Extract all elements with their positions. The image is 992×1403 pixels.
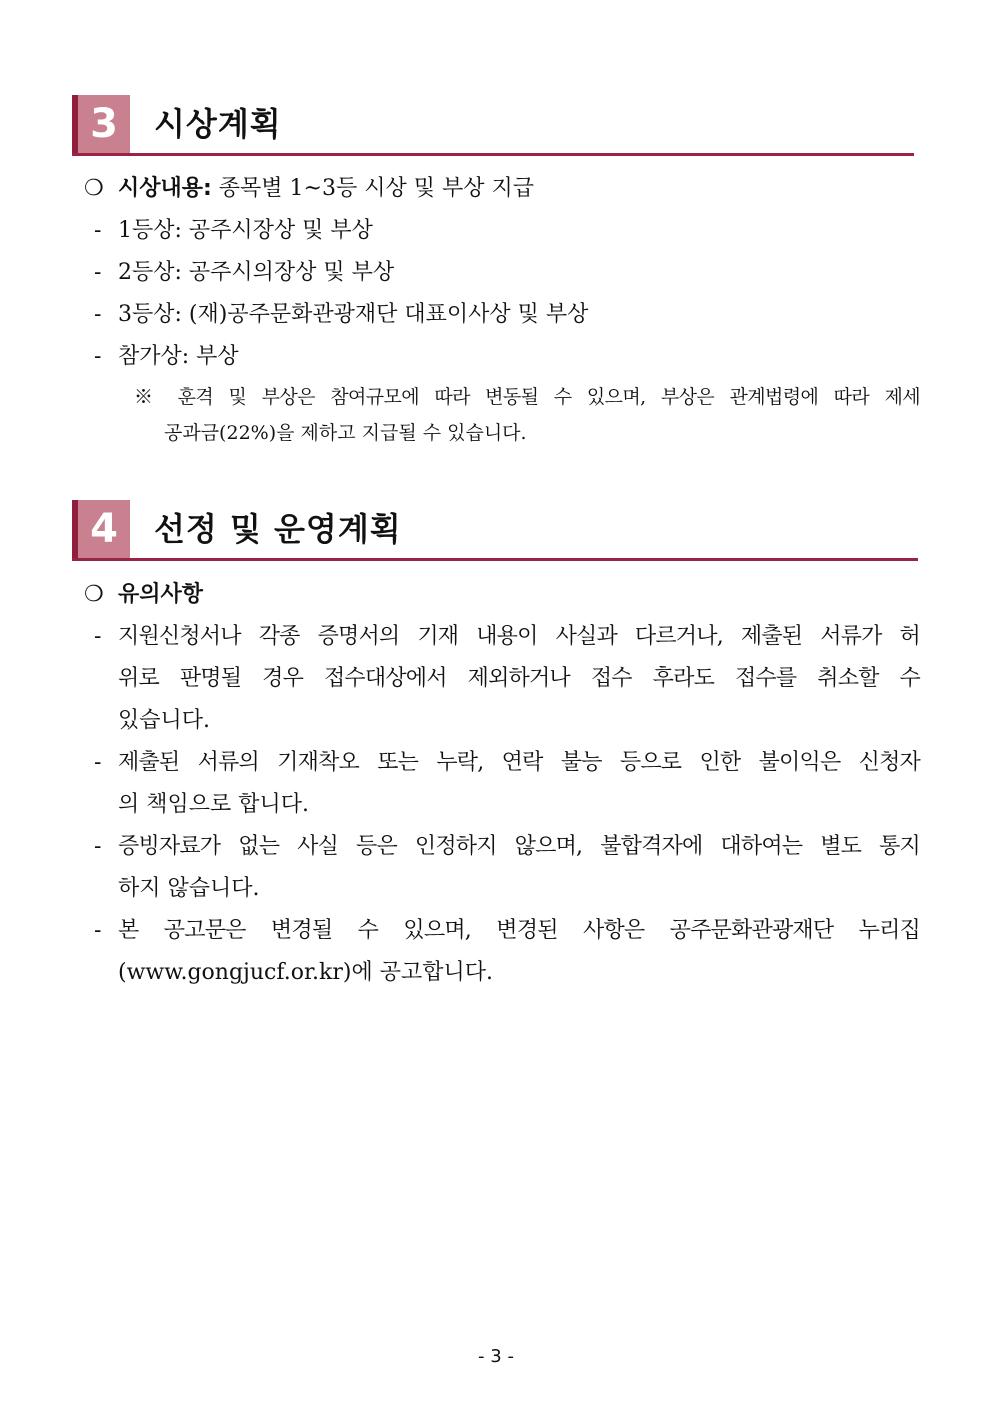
dash-marker: - <box>94 218 102 243</box>
page-number: - 3 - <box>478 1346 514 1367</box>
award-item: 1등상: 공주시장상 및 부상 <box>118 218 373 243</box>
dash-marker: - <box>94 302 102 327</box>
award-note-line-2: 공과금(22%)을 제하고 지급될 수 있습니다. <box>164 422 527 444</box>
section-3-lead <box>84 174 534 204</box>
award-note-line-1: ※ 훈격 및 부상은 참여규모에 따라 변동될 수 있으며, 부상은 관계법령에 따라 제세 <box>134 386 920 408</box>
notice-item-line: 제출된 서류의 기재착오 또는 누락, 연락 불능 등으로 인한 불이익은 신청자 <box>118 750 920 775</box>
notice-item-line: 증빙자료가 없는 사실 등은 인정하지 않으며, 불합격자에 대하여는 별도 통지 <box>118 834 920 859</box>
section-3-header <box>72 95 914 156</box>
section-4-number: 4 <box>72 500 130 558</box>
notice-item-line: 지원신청서나 각종 증명서의 기재 내용이 사실과 다르거나, 제출된 서류가 허 <box>118 624 920 649</box>
dash-marker: - <box>94 260 102 285</box>
award-item: 3등상: (재)공주문화관광재단 대표이사상 및 부상 <box>118 302 589 327</box>
section-4-lead <box>84 580 203 610</box>
section-3-title: 시상계획 <box>154 105 282 143</box>
notice-item-line: 하지 않습니다. <box>118 876 260 901</box>
notice-item-line: (www.gongjucf.or.kr)에 공고합니다. <box>118 960 493 985</box>
notice-item-line: 본 공고문은 변경될 수 있으며, 변경된 사항은 공주문화관광재단 누리집 <box>118 918 920 943</box>
notice-item-line: 의 책임으로 합니다. <box>118 792 309 817</box>
dash-marker: - <box>94 750 102 775</box>
circle-bullet-icon: ❍ <box>84 176 104 201</box>
section-3-lead-text: 종목별 1~3등 시상 및 부상 지급 <box>211 176 534 201</box>
section-4-title: 선정 및 운영계획 <box>154 510 402 548</box>
award-item: 참가상: 부상 <box>118 344 239 369</box>
dash-marker: - <box>94 344 102 369</box>
circle-bullet-icon: ❍ <box>84 582 104 607</box>
notice-item-line: 있습니다. <box>118 708 211 733</box>
section-4-header <box>72 500 918 561</box>
dash-marker: - <box>94 624 102 649</box>
section-3-lead-label: 시상내용: <box>118 176 212 201</box>
notice-item-line: 위로 판명될 경우 접수대상에서 제외하거나 접수 후라도 접수를 취소할 수 <box>118 666 920 691</box>
section-3-number: 3 <box>72 95 130 153</box>
section-4-lead-label: 유의사항 <box>118 582 204 607</box>
dash-marker: - <box>94 834 102 859</box>
award-item: 2등상: 공주시의장상 및 부상 <box>118 260 395 285</box>
dash-marker: - <box>94 918 102 943</box>
